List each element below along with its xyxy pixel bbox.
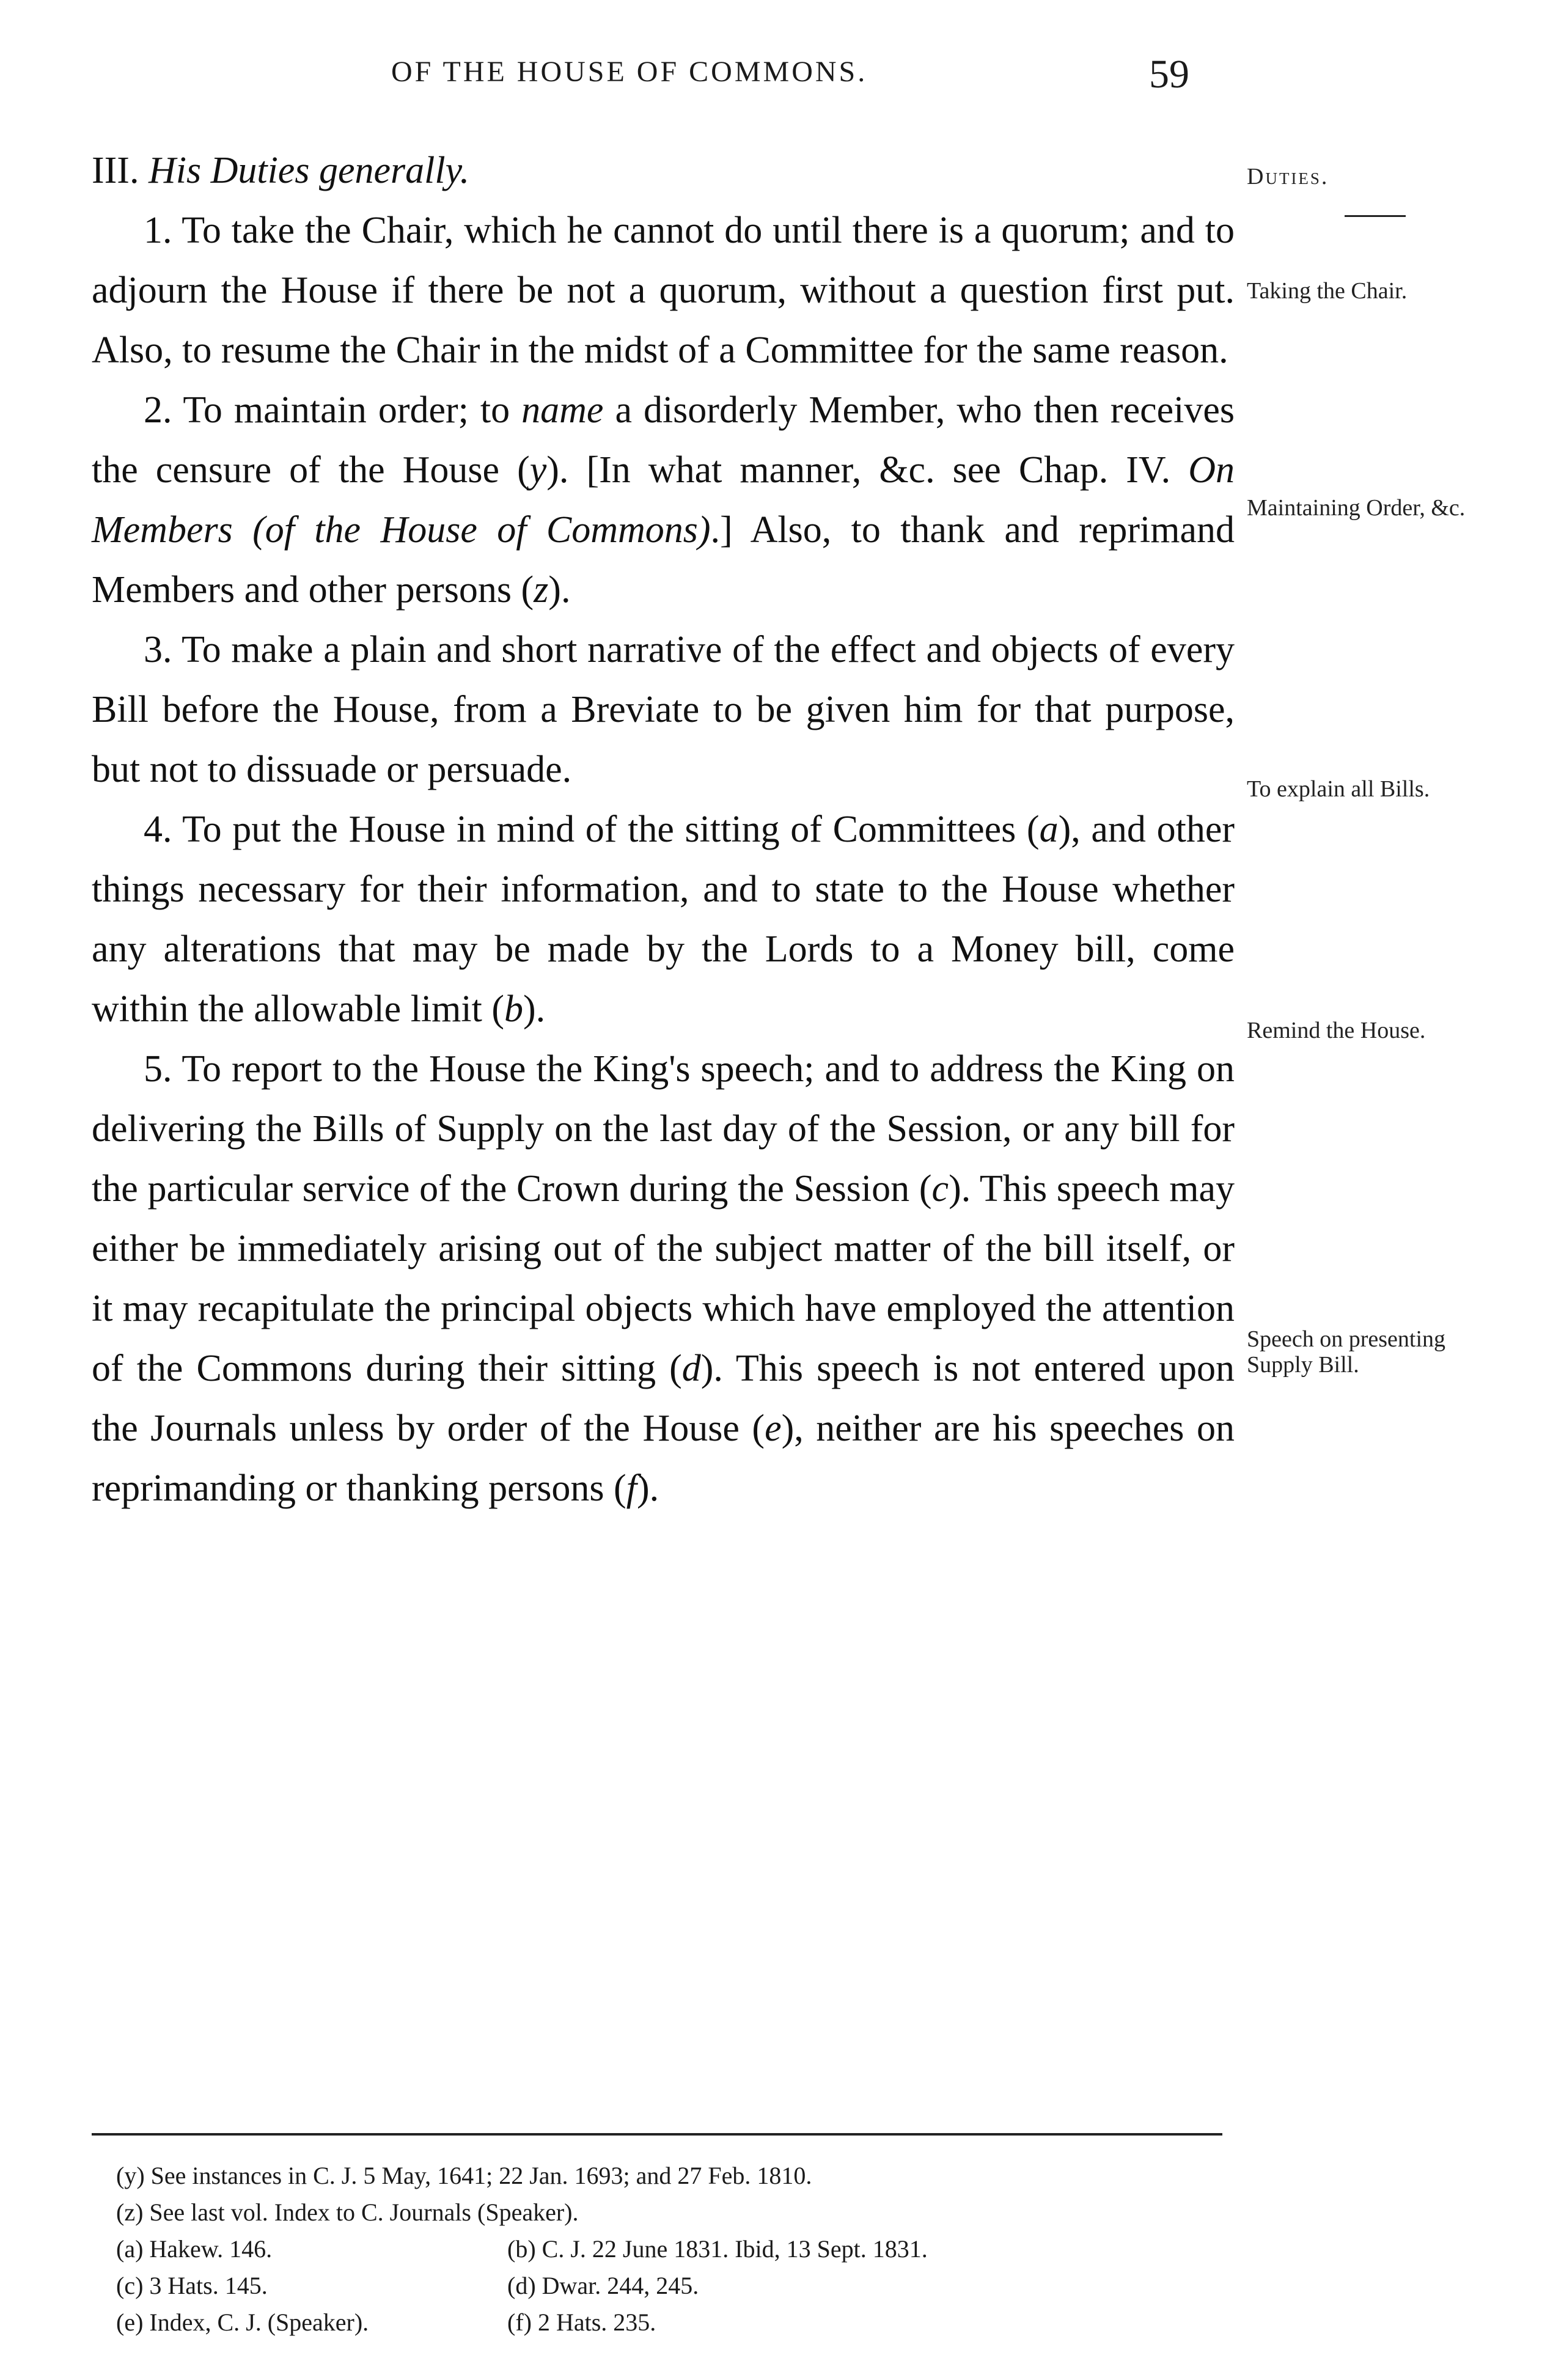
footnote-ref-e: e: [765, 1408, 782, 1449]
margin-note-remind-house: Remind the House.: [1247, 1018, 1426, 1043]
footnote-c: (c) 3 Hats. 145.: [116, 2272, 268, 2299]
margin-note-rule: [1345, 215, 1406, 217]
paragraph-2: 2. To maintain order; to name a disorderly Member, who then receives the censure of the House (y). [In what manner, &c. see Chap. IV. On Members (of the House of Commons).] Also, to thank and reprimand Members and other persons (z).: [92, 389, 1235, 611]
paragraph-5: 5. To report to the House the King's speech; and to address the King on delivering the Bills of Supply on the last day of the Session, or any bill for the particular service of the Crown during the Session (c). This speech may either be immediately arising out of the subject matter of the bill itself, or it may recapitulate the principal objects which have employed the attention of the Commons during their sitting (d). This speech is not entered upon the Journals unless by order of the House (e), neither are his speeches on reprimanding or thanking persons (f).: [92, 1048, 1235, 1509]
margin-note-maintaining-order: Maintaining Order, &c.: [1247, 495, 1466, 521]
section-title: His Duties generally.: [148, 150, 470, 191]
footnote-row: [116, 2268, 1228, 2304]
footnote-z: (z) See last vol. Index to C. Journals (Speaker).: [116, 2198, 579, 2226]
running-title: OF THE HOUSE OF COMMONS.: [391, 56, 868, 88]
margin-note-speech-supply: Speech on presenting Supply Bill.: [1247, 1326, 1446, 1378]
footnote-ref-c: c: [931, 1168, 949, 1210]
section-number: III.: [92, 150, 139, 191]
page-number: 59: [1149, 52, 1189, 97]
footnote-ref-d: d: [681, 1348, 701, 1389]
paragraph-4: 4. To put the House in mind of the sitting of Committees (a), and other things necessary for their information, and to state to the House whether any alterations that may be made by the Lords to a Money bill, come within the allowable limit (b).: [92, 809, 1235, 1030]
footnote-y: (y) See instances in C. J. 5 May, 1641; 22 Jan. 1693; and 27 Feb. 1810.: [116, 2162, 812, 2189]
margin-note-duties: Duties.: [1247, 164, 1329, 189]
footnotes: [116, 2158, 1228, 2341]
footnote-ref-y: y: [529, 449, 547, 491]
footnote-d: (d) Dwar. 244, 245.: [507, 2272, 699, 2299]
footnote-ref-a: a: [1039, 809, 1059, 850]
footnote-row: [116, 2304, 1228, 2341]
footnote-f: (f) 2 Hats. 235.: [507, 2308, 656, 2336]
footnote-a: (a) Hakew. 146.: [116, 2235, 273, 2263]
margin-note-explain-bills: To explain all Bills.: [1247, 776, 1430, 802]
margin-note-taking-chair: Taking the Chair.: [1247, 278, 1408, 304]
footnote-row: [116, 2231, 1228, 2268]
section-heading: [92, 141, 1235, 200]
main-text: [92, 141, 1235, 1518]
paragraph-3: 3. To make a plain and short narrative of the effect and objects of every Bill before the House, from a Breviate to be given him for that purpose, but not to dissuade or persuade.: [92, 629, 1235, 790]
footnote-e: (e) Index, C. J. (Speaker).: [116, 2308, 369, 2336]
footnote-divider: [92, 2133, 1222, 2136]
paragraph-1: 1. To take the Chair, which he cannot do until there is a quorum; and to adjourn the House if there be not a quorum, without a question first put. Also, to resume the Chair in the midst of a Committee for the same reason.: [92, 210, 1235, 371]
footnote-ref-f: f: [626, 1467, 637, 1509]
footnote-ref-z: z: [534, 569, 549, 611]
footnote-b: (b) C. J. 22 June 1831. Ibid, 13 Sept. 1831.: [507, 2235, 928, 2263]
footnote-ref-b: b: [504, 988, 523, 1030]
